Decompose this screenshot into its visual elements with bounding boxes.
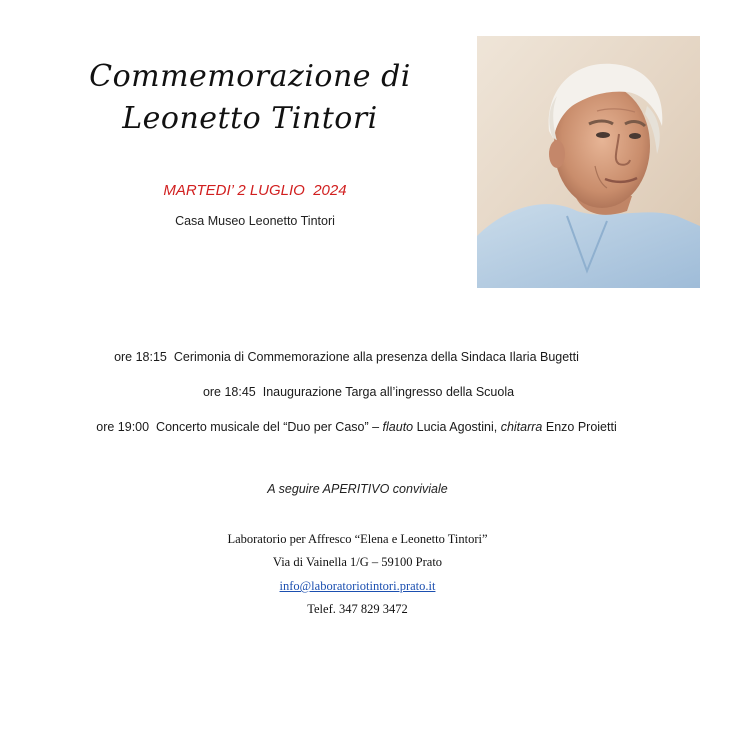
program-item-2	[0, 385, 729, 399]
title-line-2: Leonetto Tintori	[122, 101, 378, 136]
title-line-1: Commemorazione di	[89, 59, 411, 94]
program-text-1: Cerimonia di Commemorazione alla presenza della Sindaca Ilaria Bugetti	[173, 350, 579, 364]
program-time-3: ore 19:00	[96, 420, 150, 434]
contact-phone: Telef. 347 829 3472	[307, 602, 408, 616]
program-time-1: ore 18:15	[114, 350, 167, 364]
program-time-2: ore 18:45	[202, 385, 256, 399]
program-text-2: Inaugurazione Targa all’ingresso della Scuola	[262, 385, 515, 399]
program-text-3b: Lucia Agostini,	[413, 420, 501, 434]
event-venue: Casa Museo Leonetto Tintori	[175, 214, 335, 228]
contact-address: Via di Vainella 1/G – 59100 Prato	[272, 555, 443, 569]
program-chitarra: chitarra	[500, 420, 543, 434]
program-item-3	[0, 420, 727, 434]
event-date: MARTEDI’ 2 LUGLIO 2024	[163, 182, 347, 199]
program-text-3c: Enzo Proietti	[542, 420, 617, 434]
contact-email-line	[0, 579, 728, 594]
contact-email-link[interactable]: info@laboratoriotintori.prato.it	[279, 579, 436, 593]
program-text-3a: Concerto musicale del “Duo per Caso” –	[156, 420, 383, 434]
program-item-1	[0, 350, 717, 364]
aperitivo-note: A seguire APERITIVO conviviale	[267, 482, 448, 496]
portrait-image	[477, 36, 700, 288]
program-flauto: flauto	[382, 420, 414, 434]
portrait-painting	[477, 36, 700, 288]
contact-name: Laboratorio per Affresco “Elena e Leonetto Tintori”	[227, 532, 488, 546]
